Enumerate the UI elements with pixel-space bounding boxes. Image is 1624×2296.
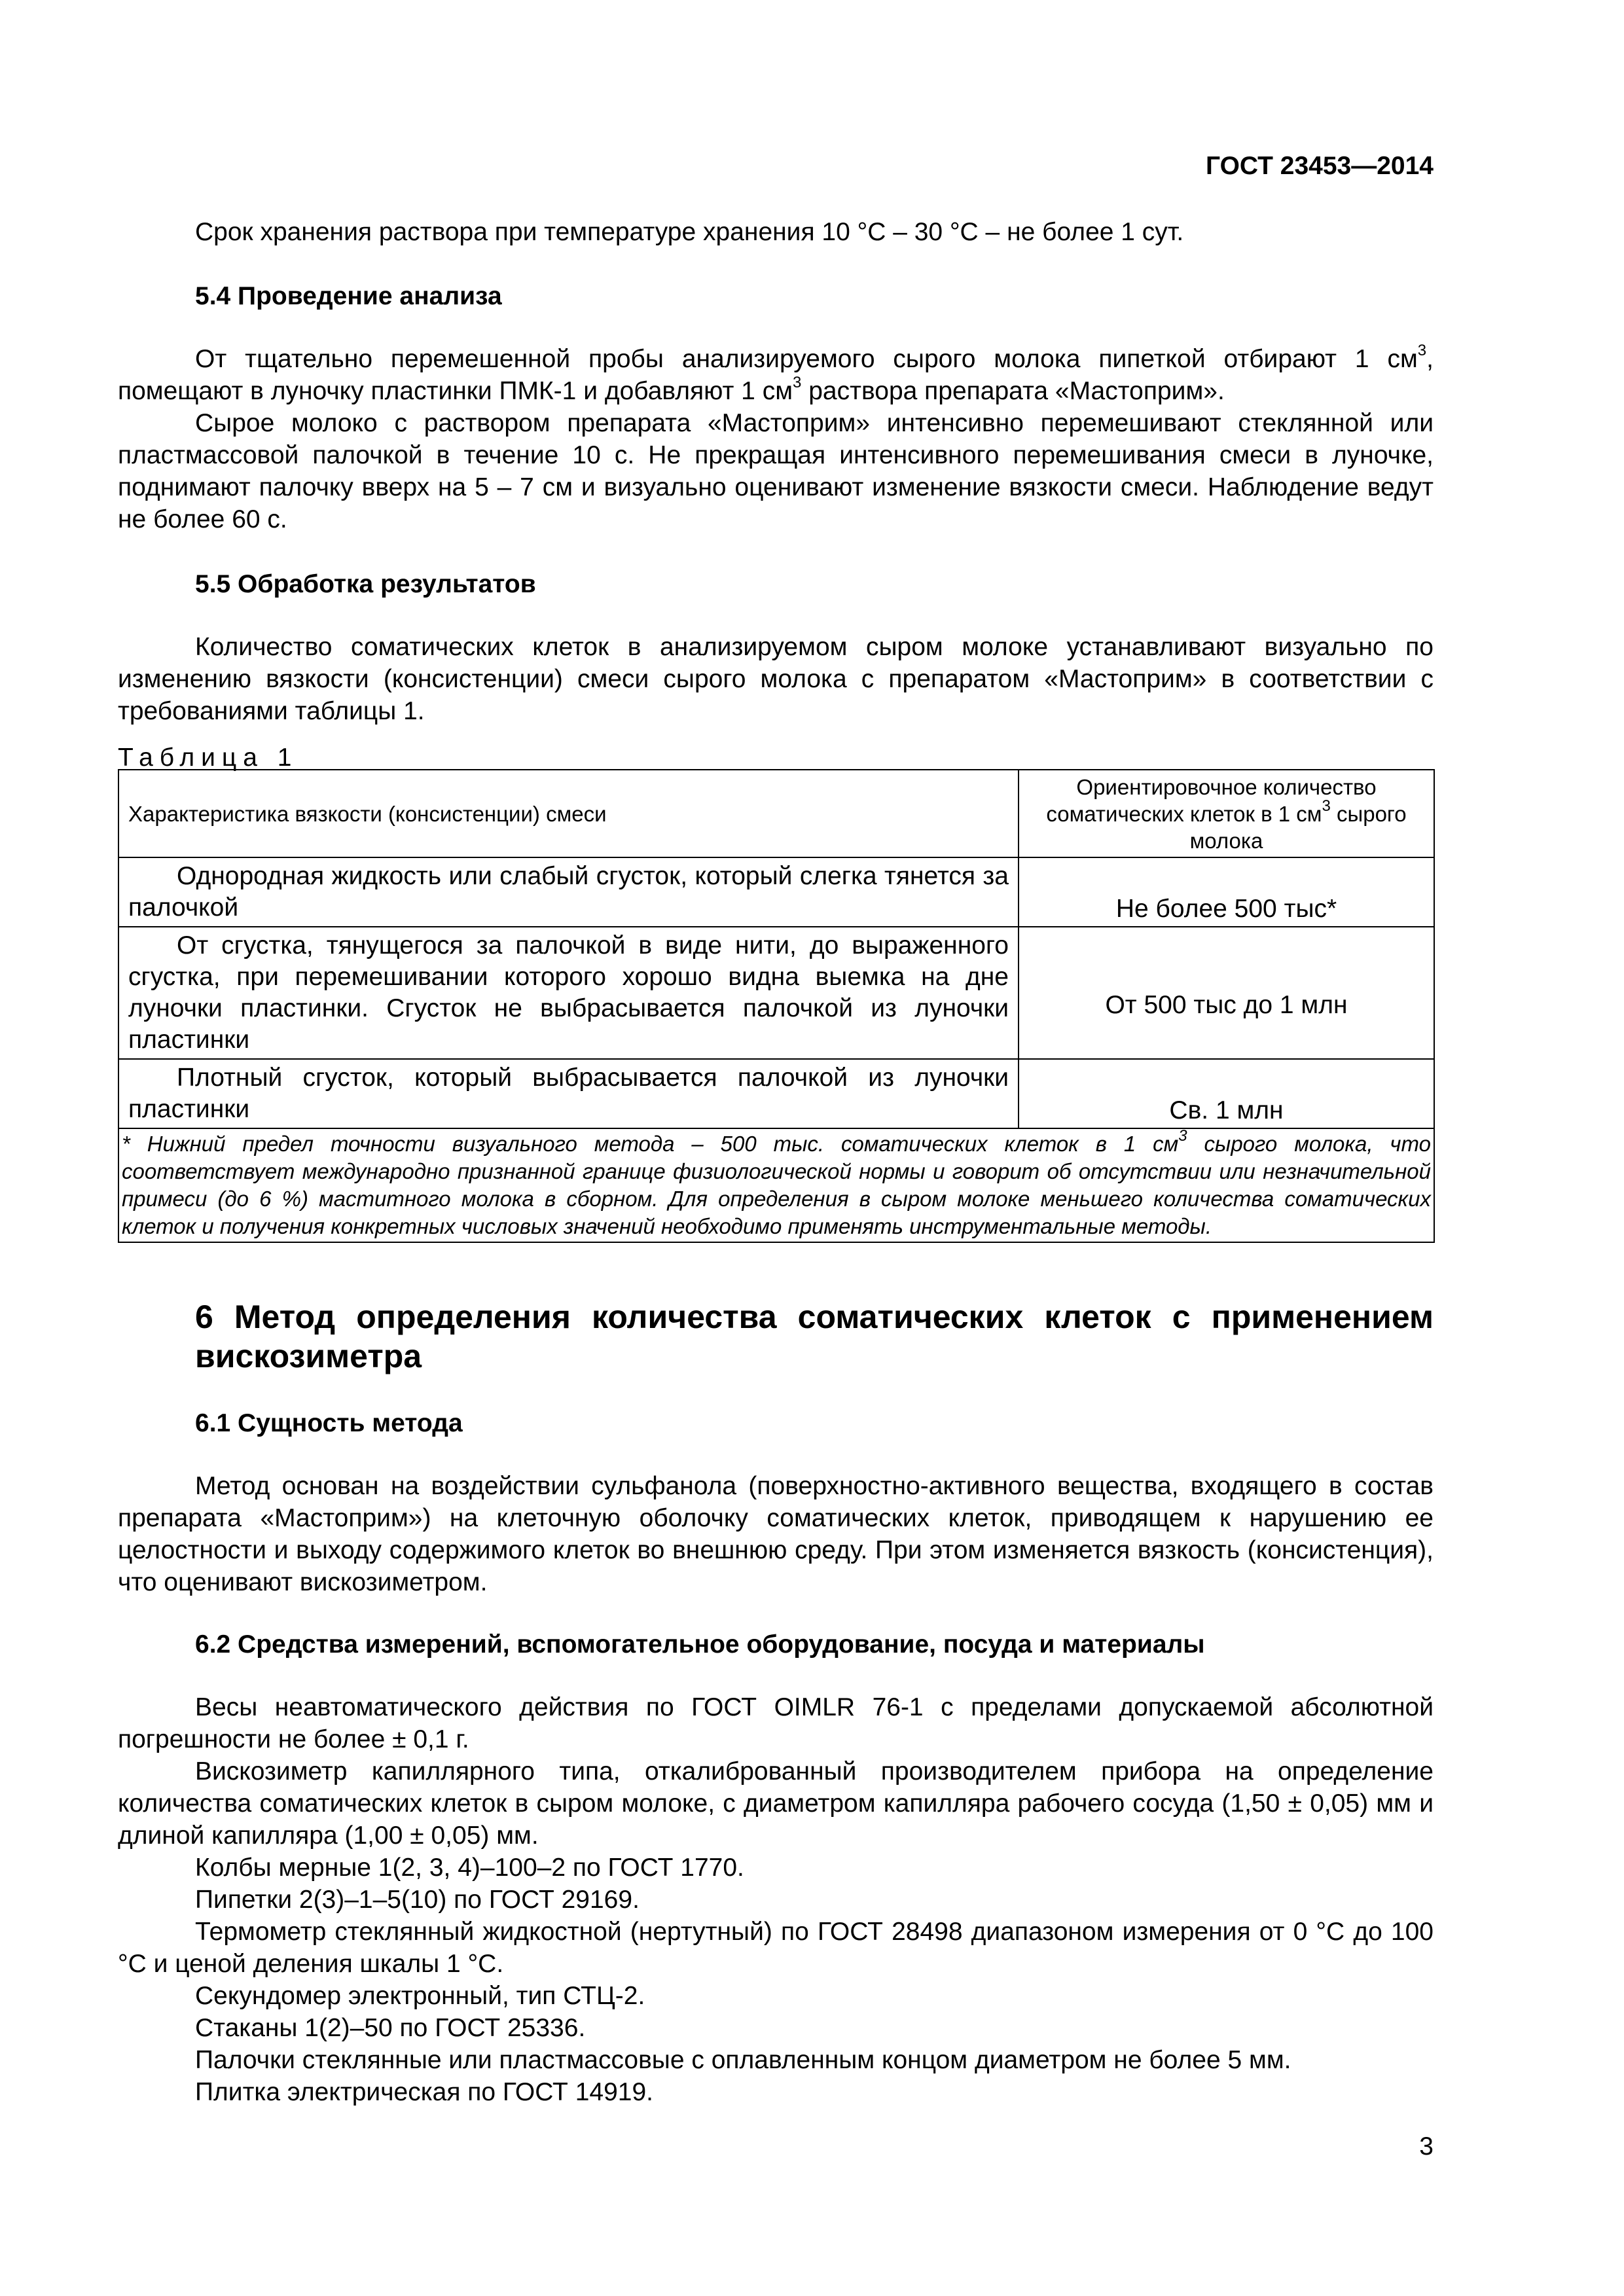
section-5-5-title: 5.5 Обработка результатов <box>195 570 536 598</box>
table-row <box>118 857 1434 927</box>
text-run: * Нижний предел точности визуального метода – 500 тыс. соматических клеток в 1 см <box>122 1132 1179 1156</box>
table-caption: Таблица 1 <box>118 744 298 772</box>
section-6-title: 6 Метод определения количества соматических клеток с применением вискозиметра <box>195 1299 1434 1374</box>
equipment-item-3: Колбы мерные 1(2, 3, 4)–100–2 по ГОСТ 1770. <box>195 1854 744 1882</box>
document-code-header: ГОСТ 23453—2014 <box>1206 152 1434 180</box>
superscript: 3 <box>793 374 802 391</box>
section-6-2-title: 6.2 Средства измерений, вспомогательное оборудование, посуда и материалы <box>195 1630 1205 1659</box>
section-5-5-paragraph-1: Количество соматических клеток в анализируемом сыром молоке устанавливают визуально по изменению вязкости (консистенции) смеси сырого молока с препаратом «Мастоприм» в соответствии с требованиями таблицы 1. <box>118 633 1434 725</box>
section-6-1-paragraph-1: Метод основан на воздействии сульфанола (поверхностно-активного вещества, входящего в состав препарата «Мастоприм») на клеточную оболочку соматических клеток, приводящем к нарушению ее целостности и выходу содержимого клеток во внешнюю среду. При этом изменяется вязкость (консистенция), что оценивают вискозиметром. <box>118 1472 1434 1596</box>
section-5-4-title: 5.4 Проведение анализа <box>195 282 502 310</box>
equipment-item-2: Вискозиметр капиллярного типа, откалиброванный производителем прибора на определение количества соматических клеток в сыром молоке, с диаметром капилляра рабочего сосуда (1,50 ± 0,05) мм и длиной капилляра (1,00 ± 0,05) мм. <box>118 1757 1434 1850</box>
table-header-cell <box>1019 770 1434 857</box>
table-cell-value: Не более 500 тыс* <box>1019 857 1434 927</box>
equipment-item-9: Плитка электрическая по ГОСТ 14919. <box>195 2078 654 2106</box>
section-5-4-paragraph-2: Сырое молоко с раствором препарата «Мастоприм» интенсивно перемешивают стеклянной или пластмассовой палочкой в течение 10 с. Не прекращая интенсивного перемешивания смеси в луночке, поднимают палочку вверх на 5 – 7 см и визуально оценивают изменение вязкости смеси. Наблюдение ведут не более 60 с. <box>118 409 1434 533</box>
text-run: Ориентировочное количество соматических клеток в 1 см <box>1046 774 1377 826</box>
viscosity-table <box>118 769 1435 1243</box>
page-number: 3 <box>1419 2132 1434 2161</box>
equipment-item-5: Термометр стеклянный жидкостной (нертутный) по ГОСТ 28498 диапазоном измерения от 0 °С до 100 °С и ценой деления шкалы 1 °С. <box>118 1918 1434 1978</box>
table-cell-value: Св. 1 млн <box>1019 1059 1434 1128</box>
table-cell-value: От 500 тыс до 1 млн <box>1019 927 1434 1059</box>
table-header-row <box>118 770 1434 857</box>
table-row <box>118 1059 1434 1128</box>
text-run: , помещают в луночку пластинки ПМК-1 и добавляют 1 см <box>118 345 1434 405</box>
section-5-4-paragraph-1 <box>118 343 1434 407</box>
equipment-item-6: Секундомер электронный, тип СТЦ-2. <box>195 1982 645 2010</box>
table-row <box>118 927 1434 1059</box>
text-run: раствора препарата «Мастоприм». <box>801 377 1225 405</box>
text-run: сырого молока <box>1189 801 1407 853</box>
equipment-item-8: Палочки стеклянные или пластмассовые с оплавленным концом диаметром не более 5 мм. <box>195 2046 1291 2074</box>
equipment-item-4: Пипетки 2(3)–1–5(10) по ГОСТ 29169. <box>195 1886 640 1914</box>
equipment-item-1: Весы неавтоматического действия по ГОСТ OIMLR 76-1 с пределами допускаемой абсолютной погрешности не более ± 0,1 г. <box>118 1693 1434 1753</box>
superscript: 3 <box>1417 342 1427 359</box>
table-cell-description: Однородная жидкость или слабый сгусток, который слегка тянется за палочкой <box>118 857 1019 927</box>
table-header-cell: Характеристика вязкости (консистенции) смеси <box>118 770 1019 857</box>
superscript: 3 <box>1322 797 1331 815</box>
section-6-1-title: 6.1 Сущность метода <box>195 1409 463 1437</box>
table-footnote-row <box>118 1128 1434 1242</box>
superscript: 3 <box>1178 1127 1187 1145</box>
table-cell-description: От сгустка, тянущегося за палочкой в виде нити, до выраженного сгустка, при перемешивании которого хорошо видна выемка на дне луночки пластинки. Сгусток не выбрасывается палочкой из луночки пластинки <box>118 927 1019 1059</box>
storage-paragraph: Срок хранения раствора при температуре хранения 10 °С – 30 °С – не более 1 сут. <box>195 218 1184 246</box>
text-run: От тщательно перемешенной пробы анализируемого сырого молока пипеткой отбирают 1 см <box>195 345 1418 373</box>
text-run: сырого молока, что соответствует международно признанной границе физиологической нормы и говорит об отсутствии или незначительной примеси (до 6 %) маститного молока в сборном. Для определения в сыром молоке меньшего количества соматических клеток и получения конкретных числовых значений необходимо применять инструментальные методы. <box>122 1132 1431 1238</box>
table-footnote <box>118 1128 1434 1242</box>
equipment-item-7: Стаканы 1(2)–50 по ГОСТ 25336. <box>195 2014 586 2042</box>
table-cell-description: Плотный сгусток, который выбрасывается палочкой из луночки пластинки <box>118 1059 1019 1128</box>
